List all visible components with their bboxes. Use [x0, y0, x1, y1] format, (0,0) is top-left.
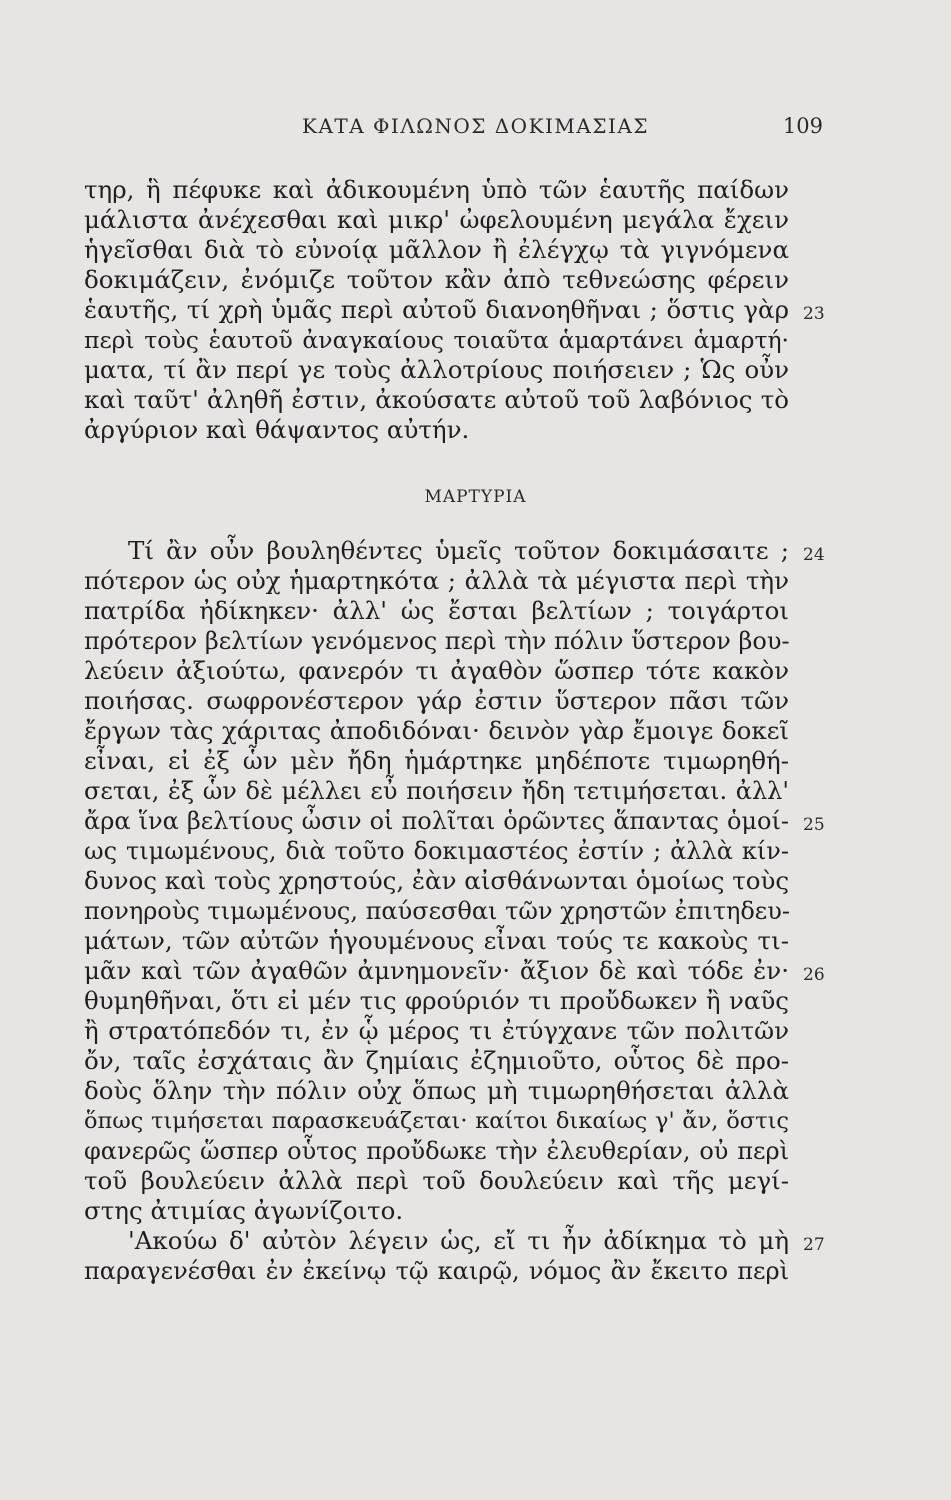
text-line: δοκιμάζειν, ἐνόμιζε τοῦτον κἂν ἀπὸ τεθνεώσης φέρειν — [84, 265, 789, 294]
margin-section-number: 25 — [803, 815, 825, 835]
text-line: δοὺς ὅλην τὴν πόλιν οὐχ ὅπως μὴ τιμωρηθήσεται ἀλλὰ — [84, 1076, 789, 1105]
text-line: πότερον ὡς οὐχ ἡμαρτηκότα ; ἀλλὰ τὰ μέγιστα περὶ τὴν — [84, 566, 789, 595]
text-line: μᾶν καὶ τῶν ἀγαθῶν ἀμνημονεῖν· ἄξιον δὲ καὶ τόδε ἐν· — [84, 956, 789, 985]
text-line: πρότερον βελτίων γενόμενος περὶ τὴν πόλιν ὕστερον βου- — [84, 627, 790, 655]
text-line: περὶ τοὺς ἑαυτοῦ ἀναγκαίους τοιαῦτα ἁμαρτάνει ἁμαρτή· — [84, 326, 789, 354]
text-line: πατρίδα ἠδίκηκεν· ἀλλ' ὡς ἔσται βελτίων ; τοιγάρτοι — [84, 596, 789, 625]
text-line: ἢ στρατόπεδόν τι, ἐν ᾧ μέρος τι ἐτύγχανε τῶν πολιτῶν — [84, 1016, 789, 1045]
page-number: 109 — [782, 114, 823, 138]
text-line: ἔργων τὰς χάριτας ἀποδιδόναι· δεινὸν γὰρ ἔμοιγε δοκεῖ — [84, 716, 789, 745]
text-line: ἀργύριον καὶ θάψαντος αὐτήν. — [84, 415, 470, 444]
margin-section-number: 23 — [803, 304, 825, 324]
text-line: δυνος καὶ τοὺς χρηστούς, ἐὰν αἰσθάνωνται ὁμοίως τοὺς — [84, 866, 790, 895]
text-line: Τί ἂν οὖν βουληθέντες ὑμεῖς τοῦτον δοκιμάσαιτε ; — [128, 536, 789, 565]
text-line: ἑαυτῆς, τί χρὴ ὑμᾶς περὶ αὐτοῦ διανοηθῆναι ; ὅστις γὰρ — [84, 295, 789, 324]
text-line: ὅπως τιμήσεται παρασκευάζεται· καίτοι δικαίως γ' ἄν, ὅστις — [84, 1108, 789, 1134]
running-header-title: ΚΑΤΑ ΦΙΛΩΝΟΣ ΔΟΚΙΜΑΣΙΑΣ — [302, 114, 649, 138]
text-line: ως τιμωμένους, διὰ τοῦτο δοκιμαστέος ἐστίν ; ἀλλὰ κίν- — [84, 837, 789, 865]
text-line: στης ἀτιμίας ἀγωνίζοιτο. — [84, 1196, 404, 1225]
margin-section-number: 24 — [803, 545, 825, 565]
text-line: ὄν, ταῖς ἐσχάταις ἂν ζημίαις ἐζημιοῦτο, οὗτος δὲ προ- — [84, 1046, 789, 1075]
section-heading: ΜΑΡΤΥΡΙΑ — [424, 487, 527, 507]
text-line: μάτων, τῶν αὐτῶν ἡγουμένους εἶναι τούς τε κακοὺς τι- — [84, 926, 789, 955]
text-line: ποιήσας. σωφρονέστερον γάρ ἐστιν ὕστερον πᾶσι τῶν — [84, 686, 789, 715]
text-line: πονηροὺς τιμωμένους, παύσεσθαι τῶν χρηστῶν ἐπιτηδευ- — [84, 897, 790, 925]
text-line: 'Ακούω δ' αὐτὸν λέγειν ὡς, εἴ τι ἦν ἀδίκημα τὸ μὴ — [128, 1226, 789, 1255]
text-line: παραγενέσθαι ἐν ἐκείνῳ τῷ καιρῷ, νόμος ἂν ἔκειτο περὶ — [84, 1257, 789, 1285]
text-line: ἡγεῖσθαι διὰ τὸ εὐνοίᾳ μᾶλλον ἢ ἐλέγχῳ τὰ γιγνόμενα — [84, 235, 789, 264]
margin-section-number: 26 — [803, 965, 825, 985]
text-line: μάλιστα ἀνέχεσθαι καὶ μικρ' ὠφελουμένη μεγάλα ἔχειν — [84, 205, 789, 234]
text-line: τηρ, ἣ πέφυκε καὶ ἀδικουμένη ὑπὸ τῶν ἑαυτῆς παίδων — [84, 175, 789, 204]
text-line: θυμηθῆναι, ὅτι εἰ μέν τις φρούριόν τι προὔδωκεν ἢ ναῦς — [84, 986, 789, 1015]
text-line: λεύειν ἀξιούτω, φανερόν τι ἀγαθὸν ὥσπερ τότε κακὸν — [84, 656, 789, 685]
text-line: φανερῶς ὥσπερ οὗτος προὔδωκε τὴν ἐλευθερίαν, οὐ περὶ — [84, 1137, 789, 1165]
margin-section-number: 27 — [803, 1235, 825, 1255]
text-line: τοῦ βουλεύειν ἀλλὰ περὶ τοῦ δουλεύειν καὶ τῆς μεγί- — [84, 1166, 789, 1195]
text-line: ἄρα ἵνα βελτίους ὦσιν οἱ πολῖται ὁρῶντες ἅπαντας ὁμοί- — [84, 807, 789, 835]
text-line: ματα, τί ἂν περί γε τοὺς ἀλλοτρίους ποιήσειεν ; Ὡς οὖν — [84, 355, 789, 384]
text-line: εἶναι, εἰ ἐξ ὧν μὲν ἤδη ἡμάρτηκε μηδέποτε τιμωρηθή- — [84, 746, 789, 775]
text-line: σεται, ἐξ ὧν δὲ μέλλει εὖ ποιήσειν ἤδη τετιμήσεται. ἀλλ' — [84, 777, 789, 805]
text-line: καὶ ταῦτ' ἀληθῆ ἐστιν, ἀκούσατε αὐτοῦ τοῦ λαβόνιος τὸ — [84, 385, 789, 414]
